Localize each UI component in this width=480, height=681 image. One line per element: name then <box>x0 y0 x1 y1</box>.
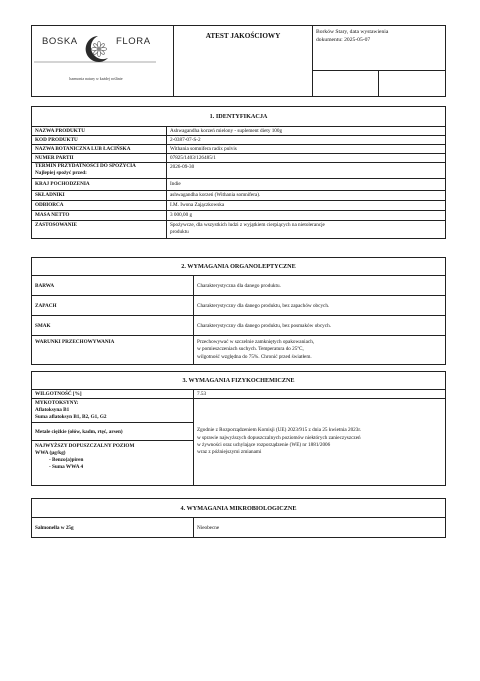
microbiological-table <box>31 498 446 538</box>
row-label: KRAJ POCHODZENIA <box>32 178 167 190</box>
header-table <box>31 25 446 97</box>
pah4-sum-label: - Suma WWA 4 <box>49 464 84 471</box>
section-title-physicochemical: 3. WYMAGANIA FIZYKOCHEMICZNE <box>32 372 446 390</box>
row-value <box>167 220 446 238</box>
section-title-microbiological: 4. WYMAGANIA MIKROBIOLOGICZNE <box>32 499 446 518</box>
benzo-a-pyrene-label: - Benzo(a)piren <box>49 457 84 464</box>
mycotoxins-cell <box>32 399 194 423</box>
brand-name-left: BOSKA <box>42 36 78 47</box>
row-value: Ashwagandha korzeń mielony - suplement diety 100g <box>167 127 446 136</box>
aflatoxin-sum-label: Suma aflatoksyn B1, B2, G1, G2 <box>35 414 107 421</box>
pah-max-level-label: NAJWYŻSZY DOPUSZCZALNY POZIOM <box>35 443 135 449</box>
issue-date: dokumentu: 2025-05-07 <box>316 37 371 44</box>
usage-line: Spożywcze, dla wszystkich ludzi z wyjątkiem cierpiących na nietolerancje <box>170 221 325 228</box>
row-value: Indie <box>167 178 446 190</box>
row-label: KOD PRODUKTU <box>32 136 167 145</box>
header-empty-cell <box>379 71 446 97</box>
expiry-label: TERMIN PRZYDATNOŚCI DO SPOŻYCIA <box>35 163 136 169</box>
physicochemical-table <box>31 371 446 486</box>
brand-logo <box>32 26 173 96</box>
section-title-identification: 1. IDENTYFIKACJA <box>32 107 446 127</box>
mycotoxins-heading: MYKOTOKSYNY: <box>35 400 79 406</box>
taste-value: Charakterystyczny dla danego produktu, bez posmaków obcych. <box>194 316 446 336</box>
taste-label: SMAK <box>32 316 194 336</box>
row-value: 2026-09-30 <box>167 163 446 179</box>
regulation-line: wraz z późniejszymi zmianami <box>197 449 262 456</box>
issue-place-date-label: Borków Stary, data wystawienia <box>316 29 389 35</box>
regulation-line: w sprawie najwyższych dopuszczalnych poziomów niektórych zanieczyszczeń <box>197 434 361 441</box>
color-value: Charakterystyczna dla danego produktu. <box>194 276 446 296</box>
row-label: SKŁADNIKI <box>32 190 167 200</box>
row-label: NAZWA BOTANICZNA LUB ŁACIŃSKA <box>32 145 167 154</box>
row-label: ODBIORCA <box>32 200 167 210</box>
storage-line: wilgotność względna do 75%. Chronić przed światłem. <box>197 353 312 360</box>
row-label: NAZWA PRODUKTU <box>32 127 167 136</box>
aflatoxin-b1-label: Aflatoksyna B1 <box>35 407 70 414</box>
storage-line: Przechowywać w szczelnie zamkniętych opakowaniach, <box>197 339 315 345</box>
row-value: Withania somnifera radix pulvis <box>167 145 446 154</box>
usage-line: produktu <box>170 228 189 235</box>
row-label: NUMER PARTII <box>32 154 167 163</box>
row-value: ashwagandha korzeń (Withania somnifera). <box>167 190 446 200</box>
row-label <box>32 163 167 179</box>
moon-flower-icon <box>80 32 112 66</box>
heavy-metals-label: Metale ciężkie (ołów, kadm, rtęć, arsen) <box>32 423 194 441</box>
pah-unit-label: WWA (µg/kg) <box>35 450 66 457</box>
regulation-line: w żywności oraz uchylające rozporządzenie (WE) nr 1881/2006 <box>197 442 331 448</box>
issue-info <box>313 26 446 71</box>
moisture-value: 7.53 <box>194 390 446 399</box>
brand-tagline: harmonia natury w każdej roślinie <box>69 77 123 81</box>
row-value: I.M. Iwona Zajączkowska <box>167 200 446 210</box>
regulation-line: Zgodnie z Rozporządzeniem Komisji (UE) 2023/915 z dnia 25 kwietnia 2023r. <box>197 427 362 434</box>
organoleptic-table <box>31 257 446 365</box>
row-value: 2-0387-07-S-2 <box>167 136 446 145</box>
logo-cell <box>32 26 174 97</box>
row-value: 07825/1403/126485/1 <box>167 154 446 163</box>
storage-line: w pomieszczeniach suchych. Temperatura do 25ºC, <box>197 346 304 353</box>
row-value: 3 000,00 g <box>167 210 446 220</box>
best-before-label: Najlepiej spożyć przed: <box>35 170 87 177</box>
salmonella-label: Salmonella w 25g <box>32 518 194 538</box>
salmonella-value: Nieobecne <box>194 518 446 538</box>
row-label: ZASTOSOWANIE <box>32 220 167 238</box>
pah-cell <box>32 441 194 486</box>
row-label: MASA NETTO <box>32 210 167 220</box>
identification-table <box>31 106 446 239</box>
moisture-label: WILGOTNOŚĆ [%] <box>32 390 194 399</box>
document-title: ATEST JAKOŚCIOWY <box>174 26 313 97</box>
storage-label: WARUNKI PRZECHOWYWANIA <box>32 336 194 365</box>
brand-name-right: FLORA <box>116 36 151 47</box>
color-label: BARWA <box>32 276 194 296</box>
header-empty-cell <box>313 71 379 97</box>
smell-label: ZAPACH <box>32 296 194 316</box>
section-title-organoleptic: 2. WYMAGANIA ORGANOLEPTYCZNE <box>32 258 446 276</box>
smell-value: Charakterystyczny dla danego produktu, bez zapachów obcych. <box>194 296 446 316</box>
regulation-cell <box>194 399 446 486</box>
storage-value <box>194 336 446 365</box>
